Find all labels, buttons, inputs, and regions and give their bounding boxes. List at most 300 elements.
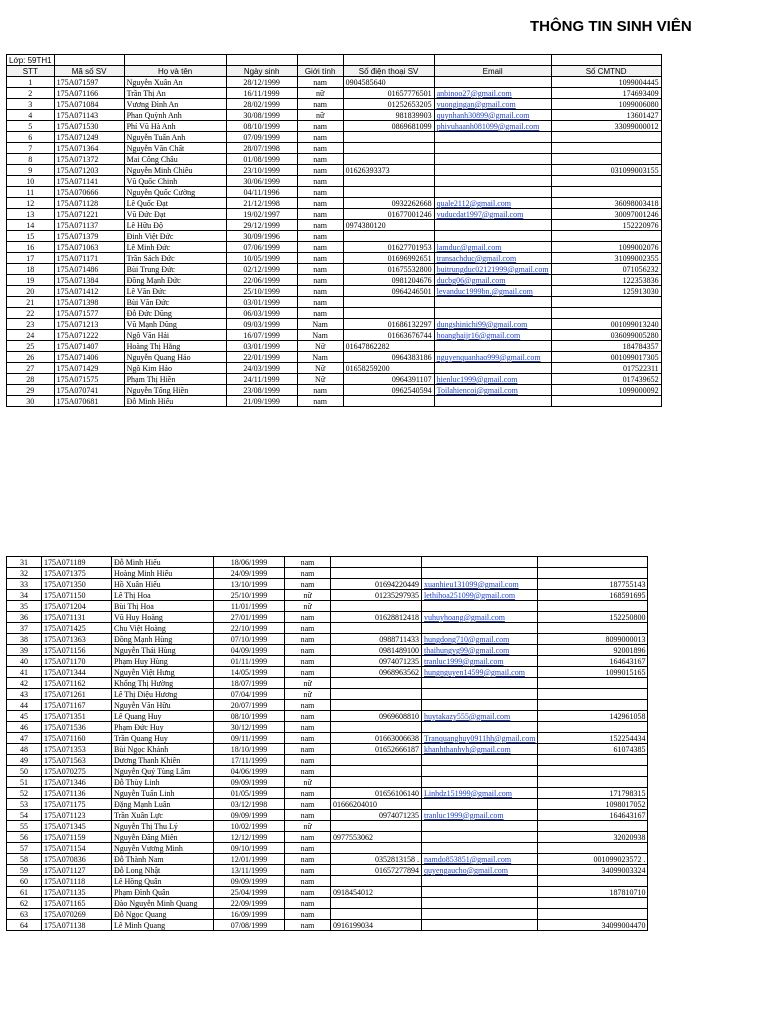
full-name-cell: Phan Quỳnh Anh [124, 110, 226, 121]
header-row [7, 66, 662, 77]
stt-cell: 44 [7, 700, 42, 711]
gender-cell: nam [285, 656, 331, 667]
table-row [7, 601, 648, 612]
birth-date-cell: 13/10/1999 [214, 579, 285, 590]
phone-cell: 0352813158 . [331, 854, 422, 865]
birth-date-cell: 12/01/1999 [214, 854, 285, 865]
email-cell [422, 876, 538, 887]
student-id-cell: 175A071213 [54, 319, 124, 330]
stt-cell: 31 [7, 557, 42, 568]
full-name-cell: Đồng Mạnh Hùng [112, 634, 214, 645]
table-row [7, 865, 648, 876]
email-cell[interactable]: Linhdz151999@gmail.com [422, 788, 538, 799]
email-cell [434, 308, 551, 319]
id-card-cell: 152254434 [538, 733, 648, 744]
table-row [7, 110, 662, 121]
birth-date-cell: 18/06/1999 [214, 557, 285, 568]
email-cell [434, 220, 551, 231]
full-name-cell: Hoàng Minh Hiếu [112, 568, 214, 579]
full-name-cell: Mai Công Châu [124, 154, 226, 165]
full-name-cell: Nguyễn Đăng Miên [112, 832, 214, 843]
phone-cell [331, 722, 422, 733]
gender-cell: nam [285, 876, 331, 887]
phone-cell: 01627701953 [343, 242, 434, 253]
table-row [7, 143, 662, 154]
email-cell[interactable]: namdo853851@gmail.com [422, 854, 538, 865]
table-row [7, 898, 648, 909]
student-id-cell: 175A071084 [54, 99, 124, 110]
gender-cell: nam [285, 645, 331, 656]
table-row [7, 330, 662, 341]
email-cell[interactable]: tranluc1999@gmail.com [422, 656, 538, 667]
email-cell[interactable]: transachduc@gmail.com [434, 253, 551, 264]
id-card-cell: 13601427 [551, 110, 661, 121]
birth-date-cell: 09/10/1999 [214, 843, 285, 854]
email-cell[interactable]: khanhthanhvh@gmail.com [422, 744, 538, 755]
birth-date-cell: 07/09/1999 [226, 132, 297, 143]
birth-date-cell: 17/11/1999 [214, 755, 285, 766]
stt-cell: 21 [7, 297, 55, 308]
gender-cell: nữ [285, 777, 331, 788]
stt-cell: 37 [7, 623, 42, 634]
student-id-cell: 175A071143 [54, 110, 124, 121]
birth-date-cell: 13/11/1999 [214, 865, 285, 876]
email-cell [422, 909, 538, 920]
email-cell [422, 755, 538, 766]
full-name-cell: Nguyễn Quý Tùng Lâm [112, 766, 214, 777]
full-name-cell: Lê Minh Quang [112, 920, 214, 931]
id-card-cell: 122353836 [551, 275, 661, 286]
email-cell [434, 143, 551, 154]
student-id-cell: 175A071398 [54, 297, 124, 308]
id-card-cell: 8099000013 [538, 634, 648, 645]
gender-cell: Nam [297, 319, 343, 330]
full-name-cell: Nguyễn Tống Hiền [124, 385, 226, 396]
birth-date-cell: 03/01/1999 [226, 341, 297, 352]
birth-date-cell: 22/01/1999 [226, 352, 297, 363]
phone-cell [331, 909, 422, 920]
student-id-cell: 175A071384 [54, 275, 124, 286]
stt-cell: 10 [7, 176, 55, 187]
id-card-cell: 031099003155 [551, 165, 661, 176]
stt-cell: 36 [7, 612, 42, 623]
email-cell [422, 766, 538, 777]
table-row [7, 612, 648, 623]
full-name-cell: Bùi Văn Đức [124, 297, 226, 308]
stt-cell: 14 [7, 220, 55, 231]
email-cell [434, 231, 551, 242]
birth-date-cell: 09/03/1999 [226, 319, 297, 330]
phone-cell [331, 557, 422, 568]
email-cell[interactable]: dungshinichi99@gmail.com [434, 319, 551, 330]
gender-cell: Nữ [297, 374, 343, 385]
phone-cell: 01686132297 [343, 319, 434, 330]
table-row [7, 656, 648, 667]
email-cell [434, 132, 551, 143]
phone-cell [343, 176, 434, 187]
id-card-cell: 32020938 [538, 832, 648, 843]
gender-cell: nam [297, 308, 343, 319]
gender-cell: nữ [285, 821, 331, 832]
id-card-cell: 33099000012 [551, 121, 661, 132]
full-name-cell: Lê Thị Diệu Hương [112, 689, 214, 700]
student-id-cell: 175A071563 [42, 755, 112, 766]
email-cell [434, 154, 551, 165]
table-row [7, 777, 648, 788]
email-cell[interactable]: huytakazy555@gmail.com [422, 711, 538, 722]
id-card-cell: 071056232 [551, 264, 661, 275]
birth-date-cell: 24/03/1999 [226, 363, 297, 374]
id-card-cell: 164643167 [538, 656, 648, 667]
id-card-cell: 187755143 [538, 579, 648, 590]
phone-cell: 0974380120 [343, 220, 434, 231]
phone-cell [331, 766, 422, 777]
full-name-cell: Nguyễn Xuân An [124, 77, 226, 88]
email-cell [422, 568, 538, 579]
phone-cell: 0964246501 [343, 286, 434, 297]
phone-cell [331, 689, 422, 700]
phone-cell [331, 876, 422, 887]
table-row [7, 590, 648, 601]
gender-cell: nam [285, 612, 331, 623]
stt-cell: 59 [7, 865, 42, 876]
student-id-cell: 175A071407 [54, 341, 124, 352]
email-cell[interactable]: quynhanh30899@gmail.com [434, 110, 551, 121]
student-id-cell: 175A071345 [42, 821, 112, 832]
gender-cell: nam [297, 198, 343, 209]
stt-cell: 17 [7, 253, 55, 264]
table-row [7, 645, 648, 656]
full-name-cell: Phạm Đức Huy [112, 722, 214, 733]
id-card-cell [538, 678, 648, 689]
email-cell [422, 887, 538, 898]
student-id-cell: 175A071261 [42, 689, 112, 700]
id-card-cell [538, 755, 648, 766]
student-id-cell: 175A071171 [54, 253, 124, 264]
gender-cell: nữ [297, 110, 343, 121]
table-row [7, 187, 662, 198]
full-name-cell: Lê Quang Huy [112, 711, 214, 722]
birth-date-cell: 28/02/1999 [226, 99, 297, 110]
birth-date-cell: 30/06/1999 [226, 176, 297, 187]
email-cell[interactable]: quale2112@gmail.com [434, 198, 551, 209]
id-card-cell [538, 689, 648, 700]
stt-cell: 35 [7, 601, 42, 612]
table-row [7, 88, 662, 99]
full-name-cell: Vương Đình An [124, 99, 226, 110]
email-cell[interactable]: vuongingan@gmail.com [434, 99, 551, 110]
student-id-cell: 175A071425 [42, 623, 112, 634]
student-table-part-2 [6, 556, 648, 931]
phone-cell [331, 700, 422, 711]
email-cell[interactable]: Tranquanghuy0911hh@gmail.com [422, 733, 538, 744]
birth-date-cell: 23/10/1999 [226, 165, 297, 176]
id-card-cell: 1099004445 [551, 77, 661, 88]
student-id-cell: 175A071063 [54, 242, 124, 253]
id-card-cell: 142961058 [538, 711, 648, 722]
id-card-cell [538, 777, 648, 788]
gender-cell: nữ [285, 689, 331, 700]
id-card-cell: 164643167 [538, 810, 648, 821]
student-id-cell: 175A071138 [42, 920, 112, 931]
stt-cell: 4 [7, 110, 55, 121]
table-row [7, 220, 662, 231]
id-card-cell: 1098017052 [538, 799, 648, 810]
student-id-cell: 175A071249 [54, 132, 124, 143]
gender-cell: nam [297, 297, 343, 308]
email-cell[interactable]: Toilahiencoi@gmail.com [434, 385, 551, 396]
email-cell[interactable]: nguyenquanhao999@gmail.com [434, 352, 551, 363]
student-id-cell: 175A071363 [42, 634, 112, 645]
full-name-cell: Đỗ Thành Nam [112, 854, 214, 865]
table-row [7, 121, 662, 132]
full-name-cell: Đồng Mạnh Đức [124, 275, 226, 286]
email-cell[interactable]: levanduc1999bn.@gmail.com [434, 286, 551, 297]
id-card-cell [551, 143, 661, 154]
student-id-cell: 175A071222 [54, 330, 124, 341]
gender-cell: nữ [285, 590, 331, 601]
stt-cell: 20 [7, 286, 55, 297]
phone-cell: 0869681099 [343, 121, 434, 132]
table-row [7, 854, 648, 865]
full-name-cell: Vũ Huy Hoàng [112, 612, 214, 623]
stt-cell: 41 [7, 667, 42, 678]
stt-cell: 2 [7, 88, 55, 99]
stt-cell: 48 [7, 744, 42, 755]
birth-date-cell: 25/10/1999 [226, 286, 297, 297]
stt-cell: 34 [7, 590, 42, 601]
full-name-cell: Nguyễn Việt Hưng [112, 667, 214, 678]
phone-cell [331, 821, 422, 832]
email-cell[interactable]: ducbg06@gmail.com [434, 275, 551, 286]
stt-cell: 50 [7, 766, 42, 777]
student-id-cell: 175A071575 [54, 374, 124, 385]
birth-date-cell: 07/08/1999 [214, 920, 285, 931]
birth-date-cell: 02/12/1999 [226, 264, 297, 275]
birth-date-cell: 30/12/1999 [214, 722, 285, 733]
header-full-name: Họ và tên [124, 66, 226, 77]
student-id-cell: 175A071131 [42, 612, 112, 623]
email-cell[interactable]: lethihoa251099@gmail.com [422, 590, 538, 601]
birth-date-cell: 12/12/1999 [214, 832, 285, 843]
email-cell[interactable]: lamduc@gmail.com [434, 242, 551, 253]
id-card-cell: 168591695 [538, 590, 648, 601]
full-name-cell: Bùi Thị Hoa [112, 601, 214, 612]
table-row [7, 755, 648, 766]
phone-cell: 0964391107 [343, 374, 434, 385]
stt-cell: 22 [7, 308, 55, 319]
stt-cell: 6 [7, 132, 55, 143]
id-card-cell: 001099017305 [551, 352, 661, 363]
table-row [7, 920, 648, 931]
table-row [7, 319, 662, 330]
student-id-cell: 175A071156 [42, 645, 112, 656]
full-name-cell: Ngô Văn Hải [124, 330, 226, 341]
birth-date-cell: 03/12/1998 [214, 799, 285, 810]
table-row [7, 275, 662, 286]
gender-cell: nam [297, 154, 343, 165]
birth-date-cell: 09/09/1999 [214, 876, 285, 887]
table-row [7, 253, 662, 264]
full-name-cell: Đỗ Ngọc Quang [112, 909, 214, 920]
stt-cell: 49 [7, 755, 42, 766]
student-id-cell: 175A071486 [54, 264, 124, 275]
stt-cell: 38 [7, 634, 42, 645]
email-cell[interactable]: hienluc1999@gmail.com [434, 374, 551, 385]
table-row [7, 843, 648, 854]
id-card-cell: 34099004470 [538, 920, 648, 931]
student-id-cell: 175A071406 [54, 352, 124, 363]
stt-cell: 45 [7, 711, 42, 722]
gender-cell: nam [297, 209, 343, 220]
full-name-cell: Trần Thị An [124, 88, 226, 99]
birth-date-cell: 22/06/1999 [226, 275, 297, 286]
gender-cell: nam [297, 176, 343, 187]
student-id-cell: 175A071221 [54, 209, 124, 220]
phone-cell [343, 187, 434, 198]
id-card-cell [551, 396, 661, 407]
full-name-cell: Chu Việt Hoàng [112, 623, 214, 634]
table-row [7, 286, 662, 297]
phone-cell: 01235297935 [331, 590, 422, 601]
birth-date-cell: 11/01/1999 [214, 601, 285, 612]
table-row [7, 700, 648, 711]
stt-cell: 54 [7, 810, 42, 821]
gender-cell: nam [285, 634, 331, 645]
id-card-cell [538, 568, 648, 579]
email-cell[interactable]: hungnguyen14599@gmail.com [422, 667, 538, 678]
table-row [7, 385, 662, 396]
full-name-cell: Trần Quang Huy [112, 733, 214, 744]
student-id-cell: 175A071412 [54, 286, 124, 297]
table-row [7, 722, 648, 733]
gender-cell: nam [297, 242, 343, 253]
gender-cell: Nữ [297, 341, 343, 352]
birth-date-cell: 21/09/1999 [226, 396, 297, 407]
stt-cell: 32 [7, 568, 42, 579]
table-row [7, 99, 662, 110]
phone-cell: 01656106140 [331, 788, 422, 799]
email-cell[interactable]: phivuhaanh081099@gmail.com [434, 121, 551, 132]
full-name-cell: Lê Thị Hoa [112, 590, 214, 601]
table-row [7, 810, 648, 821]
gender-cell: nam [285, 909, 331, 920]
birth-date-cell: 04/11/1996 [226, 187, 297, 198]
id-card-cell: 001099023572 . [538, 854, 648, 865]
phone-cell [331, 601, 422, 612]
email-cell[interactable]: vuhuyhoang@gmail.com [422, 612, 538, 623]
phone-cell: 01663676744 [343, 330, 434, 341]
email-cell[interactable]: tranluc1999@gmail.com [422, 810, 538, 821]
birth-date-cell: 22/10/1999 [214, 623, 285, 634]
full-name-cell: Đinh Việt Đức [124, 231, 226, 242]
id-card-cell: 36098003418 [551, 198, 661, 209]
student-id-cell: 175A071160 [42, 733, 112, 744]
email-cell[interactable]: quyengaucho@gmail.com [422, 865, 538, 876]
birth-date-cell: 28/12/1999 [226, 77, 297, 88]
stt-cell: 47 [7, 733, 42, 744]
stt-cell: 15 [7, 231, 55, 242]
stt-cell: 18 [7, 264, 55, 275]
email-cell [422, 700, 538, 711]
phone-cell: 01696992651 [343, 253, 434, 264]
birth-date-cell: 08/10/1999 [226, 121, 297, 132]
stt-cell: 53 [7, 799, 42, 810]
gender-cell: nam [285, 733, 331, 744]
phone-cell: 01626393373 [343, 165, 434, 176]
phone-cell: 0974071235 [331, 810, 422, 821]
gender-cell: Nữ [297, 363, 343, 374]
email-cell [422, 777, 538, 788]
student-id-cell: 175A071364 [54, 143, 124, 154]
birth-date-cell: 01/05/1999 [214, 788, 285, 799]
gender-cell: nam [297, 143, 343, 154]
birth-date-cell: 07/04/1999 [214, 689, 285, 700]
email-cell[interactable]: thaihungvg99@gmail.com [422, 645, 538, 656]
gender-cell: nam [297, 121, 343, 132]
stt-cell: 61 [7, 887, 42, 898]
stt-cell: 58 [7, 854, 42, 865]
email-cell[interactable]: anbinoo27@gmail.com [434, 88, 551, 99]
table-row [7, 374, 662, 385]
phone-cell: 981839903 [343, 110, 434, 121]
email-cell [434, 187, 551, 198]
birth-date-cell: 10/02/1999 [214, 821, 285, 832]
email-cell[interactable]: hungdong710@gmail.com [422, 634, 538, 645]
id-card-cell [551, 154, 661, 165]
table-row [7, 634, 648, 645]
birth-date-cell: 07/10/1999 [214, 634, 285, 645]
gender-cell: nam [297, 77, 343, 88]
stt-cell: 9 [7, 165, 55, 176]
table-row [7, 154, 662, 165]
table-row [7, 396, 662, 407]
student-id-cell: 175A071375 [42, 568, 112, 579]
email-cell [434, 165, 551, 176]
email-cell [422, 678, 538, 689]
id-card-cell: 174693409 [551, 88, 661, 99]
full-name-cell: Đỗ Long Nhật [112, 865, 214, 876]
gender-cell: nam [285, 843, 331, 854]
student-id-cell: 175A071137 [54, 220, 124, 231]
full-name-cell: Đào Nguyễn Minh Quang [112, 898, 214, 909]
id-card-cell: 152220976 [551, 220, 661, 231]
stt-cell: 23 [7, 319, 55, 330]
table-row [7, 557, 648, 568]
table-row [7, 689, 648, 700]
full-name-cell: Phạm Thị Hiền [124, 374, 226, 385]
gender-cell: nam [297, 385, 343, 396]
table-row [7, 198, 662, 209]
phone-cell: 01677001246 [343, 209, 434, 220]
email-cell[interactable]: xuanhieu131099@gmail.com [422, 579, 538, 590]
student-id-cell: 175A071351 [42, 711, 112, 722]
student-id-cell: 175A071353 [42, 744, 112, 755]
email-cell[interactable]: vuducdat1997@gmail.com [434, 209, 551, 220]
id-card-cell: 1099006080 [551, 99, 661, 110]
email-cell[interactable]: hoanghaijr16@gmail.com [434, 330, 551, 341]
student-id-cell: 175A070681 [54, 396, 124, 407]
email-cell[interactable]: buitrungduc02121999@gmail.com [434, 264, 551, 275]
phone-cell: 0962540594 [343, 385, 434, 396]
gender-cell: nam [285, 579, 331, 590]
table-row [7, 352, 662, 363]
stt-cell: 13 [7, 209, 55, 220]
phone-cell: 01252653205 [343, 99, 434, 110]
table-row [7, 231, 662, 242]
gender-cell: nam [285, 744, 331, 755]
gender-cell: nữ [297, 88, 343, 99]
